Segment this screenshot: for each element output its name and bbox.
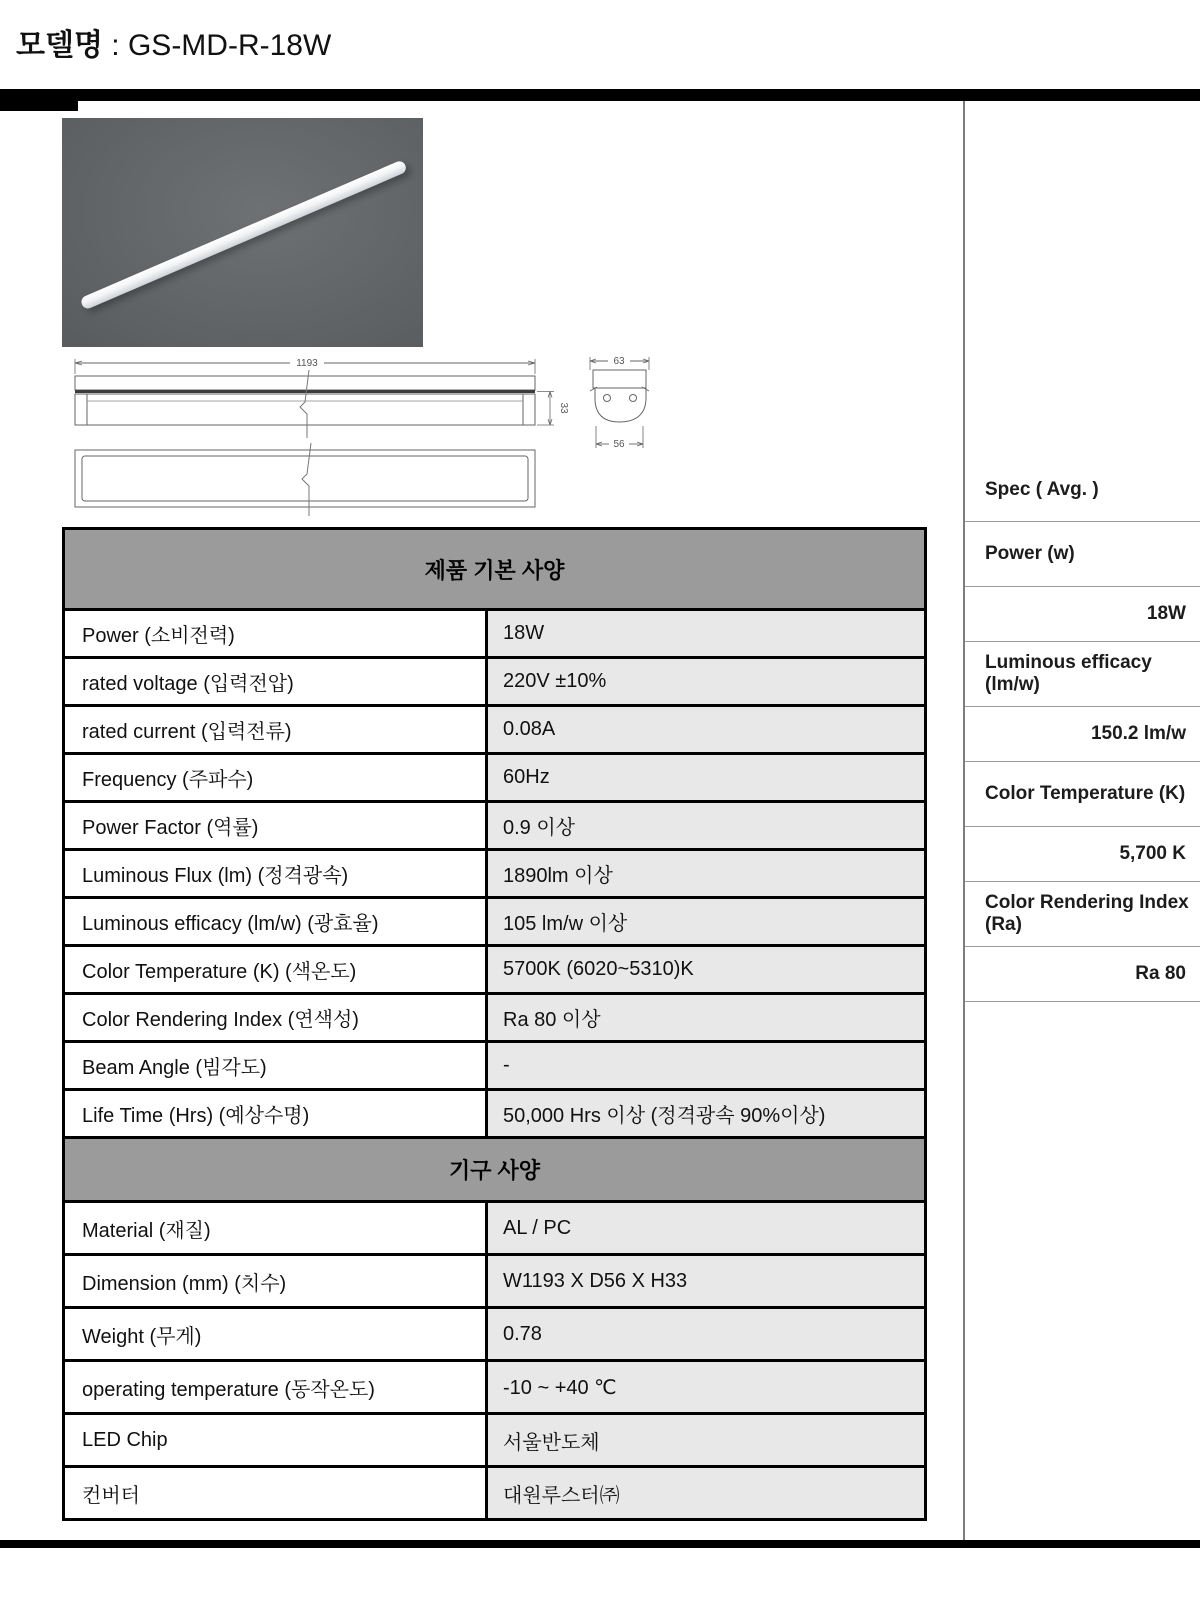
sidebar-value-row: 150.2 lm/w bbox=[965, 707, 1200, 762]
table-row bbox=[65, 1465, 924, 1518]
model-label: 모델명 bbox=[16, 29, 103, 62]
spec-label-cell: rated voltage (입력전압) bbox=[65, 659, 485, 704]
page-title bbox=[16, 20, 331, 64]
sidebar-label-row: Power (w) bbox=[965, 522, 1200, 587]
table-row bbox=[65, 848, 924, 896]
sidebar-label-row: Luminous efficacy (lm/w) bbox=[965, 642, 1200, 707]
spec-value-cell: 대원루스터㈜ bbox=[485, 1468, 924, 1518]
spec-value-cell: 105 lm/w 이상 bbox=[485, 899, 924, 944]
spec-value-cell: AL / PC bbox=[485, 1203, 924, 1253]
spec-value-cell: 1890lm 이상 bbox=[485, 851, 924, 896]
spec-label-cell: operating temperature (동작온도) bbox=[65, 1362, 485, 1412]
sidebar-value-row: 18W bbox=[965, 587, 1200, 642]
spec-table bbox=[62, 527, 927, 1521]
table-row bbox=[65, 704, 924, 752]
spec-label-cell: Power Factor (역률) bbox=[65, 803, 485, 848]
spec-label-cell: Color Rendering Index (연색성) bbox=[65, 995, 485, 1040]
spec-value-cell: 5700K (6020~5310)K bbox=[485, 947, 924, 992]
table-row bbox=[65, 1200, 924, 1253]
table-row bbox=[65, 1040, 924, 1088]
spec-value-cell: W1193 X D56 X H33 bbox=[485, 1256, 924, 1306]
dimension-drawings bbox=[62, 350, 682, 518]
avg-spec-sidebar bbox=[965, 460, 1200, 1002]
mech-spec-section-header: 기구 사양 bbox=[65, 1136, 924, 1200]
spec-value-cell: 220V ±10% bbox=[485, 659, 924, 704]
spec-value-cell: 0.08A bbox=[485, 707, 924, 752]
dim-front-width: 1193 bbox=[296, 358, 318, 369]
spec-value-cell: 18W bbox=[485, 611, 924, 656]
sidebar-value-row: 5,700 K bbox=[965, 827, 1200, 882]
spec-label-cell: Weight (무게) bbox=[65, 1309, 485, 1359]
spec-label-cell: Frequency (주파수) bbox=[65, 755, 485, 800]
spec-value-cell: - bbox=[485, 1043, 924, 1088]
spec-label-cell: LED Chip bbox=[65, 1415, 485, 1465]
spec-label-cell: Dimension (mm) (치수) bbox=[65, 1256, 485, 1306]
spec-label-cell: Life Time (Hrs) (예상수명) bbox=[65, 1091, 485, 1136]
spec-label-cell: Color Temperature (K) (색온도) bbox=[65, 947, 485, 992]
sidebar-header: Spec ( Avg. ) bbox=[965, 460, 1200, 522]
table-row bbox=[65, 1253, 924, 1306]
sidebar-value-row: Ra 80 bbox=[965, 947, 1200, 1002]
spec-label-cell: Power (소비전력) bbox=[65, 611, 485, 656]
sidebar-label-row: Color Temperature (K) bbox=[965, 762, 1200, 827]
table-row bbox=[65, 752, 924, 800]
sidebar-label-row: Color Rendering Index (Ra) bbox=[965, 882, 1200, 947]
spec-label-cell: rated current (입력전류) bbox=[65, 707, 485, 752]
spec-value-cell: 60Hz bbox=[485, 755, 924, 800]
table-row bbox=[65, 896, 924, 944]
model-name: GS-MD-R-18W bbox=[127, 29, 332, 62]
spec-label-cell: Material (재질) bbox=[65, 1203, 485, 1253]
table-row bbox=[65, 944, 924, 992]
spec-value-cell: 50,000 Hrs 이상 (정격광속 90%이상) bbox=[485, 1091, 924, 1136]
bottom-rule bbox=[0, 1540, 1200, 1548]
spec-label-cell: Luminous efficacy (lm/w) (광효율) bbox=[65, 899, 485, 944]
table-row bbox=[65, 656, 924, 704]
title-separator: : bbox=[102, 29, 128, 62]
spec-value-cell: 0.9 이상 bbox=[485, 803, 924, 848]
product-photo bbox=[62, 118, 423, 347]
top-rule bbox=[0, 89, 1200, 101]
basic-spec-rows bbox=[65, 608, 924, 1136]
table-row bbox=[65, 1088, 924, 1136]
table-row bbox=[65, 608, 924, 656]
spec-value-cell: 0.78 bbox=[485, 1309, 924, 1359]
spec-label-cell: Beam Angle (빔각도) bbox=[65, 1043, 485, 1088]
spec-label-cell: Luminous Flux (lm) (정격광속) bbox=[65, 851, 485, 896]
table-row bbox=[65, 800, 924, 848]
sidebar-rows bbox=[965, 522, 1200, 1002]
spec-value-cell: Ra 80 이상 bbox=[485, 995, 924, 1040]
spec-value-cell: 서울반도체 bbox=[485, 1415, 924, 1465]
mech-spec-rows bbox=[65, 1200, 924, 1518]
dim-end-top: 63 bbox=[613, 356, 625, 367]
spec-value-cell: -10 ~ +40 ℃ bbox=[485, 1362, 924, 1412]
table-row bbox=[65, 1359, 924, 1412]
top-rule-left-block bbox=[0, 89, 78, 111]
table-row bbox=[65, 1306, 924, 1359]
basic-spec-section-header: 제품 기본 사양 bbox=[65, 530, 924, 608]
table-row bbox=[65, 992, 924, 1040]
spec-label-cell: 컨버터 bbox=[65, 1468, 485, 1518]
dim-end-bottom: 56 bbox=[613, 439, 625, 450]
dim-front-height: 33 bbox=[558, 402, 569, 414]
table-row bbox=[65, 1412, 924, 1465]
